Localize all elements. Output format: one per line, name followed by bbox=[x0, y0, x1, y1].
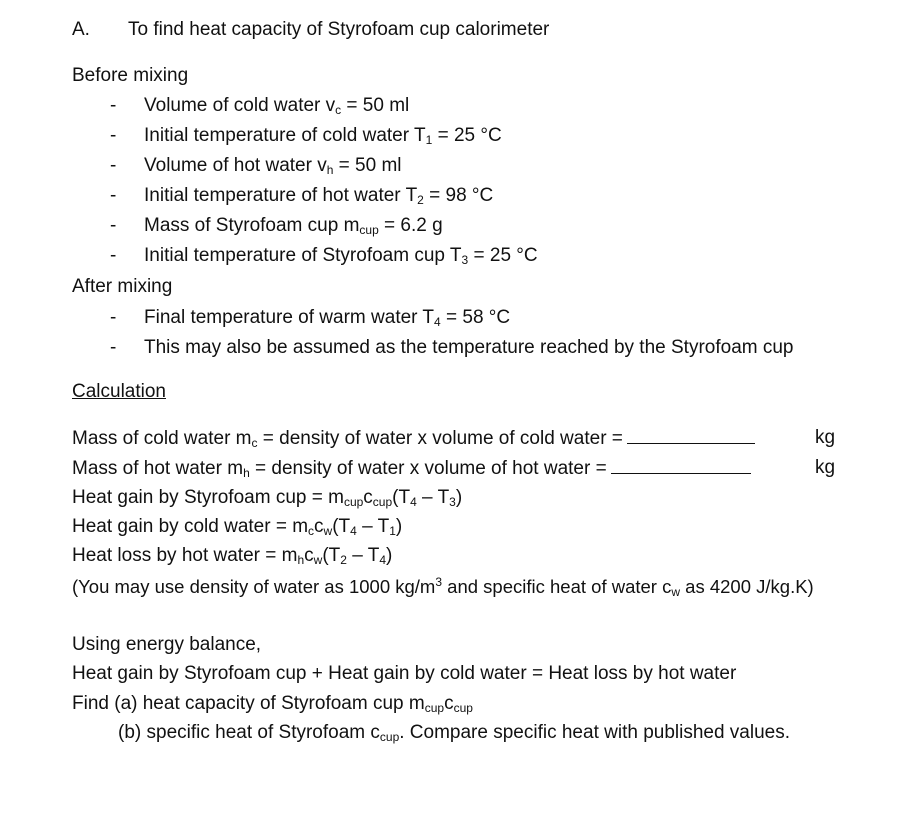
unit-kg: kg bbox=[815, 457, 836, 478]
heat-gain-cold-formula: Heat gain by cold water = $m_cc_w(T_4 - T_1)$ bbox=[72, 516, 403, 538]
calculation-heading: Calculation bbox=[72, 381, 166, 402]
mass-hot-line: Mass of hot water $m_h$ = density of water x volume of hot water = bbox=[72, 457, 892, 480]
constants-note: (You may use density of water as 1000 $kg/m^3$ and specific heat of water $c_w$ as 4200 J/kg.K) bbox=[72, 575, 814, 599]
find-heat-capacity: Find (a) heat capacity of Styrofoam cup $m_{cup}c_{cup}$ bbox=[72, 693, 473, 715]
heat-gain-cup-formula: Heat gain by Styrofoam cup = $m_{cup}c_{cup}(T_4 - T_3)$ bbox=[72, 487, 463, 509]
answer-blank-hot[interactable] bbox=[611, 457, 751, 474]
unit-kg: kg bbox=[815, 427, 836, 448]
find-specific-heat: (b) specific heat of Styrofoam $c_{cup}$. Compare specific heat with published values. bbox=[118, 722, 791, 744]
after-mixing-heading: After mixing bbox=[72, 276, 173, 297]
answer-blank-cold[interactable] bbox=[627, 427, 755, 444]
before-mixing-heading: Before mixing bbox=[72, 65, 189, 86]
energy-balance-intro: Using energy balance, bbox=[72, 634, 262, 655]
mass-cold-line: Mass of cold water $m_c$ = density of water x volume of cold water = bbox=[72, 427, 892, 450]
section-label: A. bbox=[72, 19, 90, 40]
section-title: To find heat capacity of Styrofoam cup calorimeter bbox=[128, 19, 550, 40]
heat-loss-hot-formula: Heat loss by hot water = $m_hc_w(T_2 - T_4)$ bbox=[72, 545, 393, 567]
energy-balance-equation: Heat gain by Styrofoam cup + Heat gain by cold water = Heat loss by hot water bbox=[72, 663, 737, 684]
